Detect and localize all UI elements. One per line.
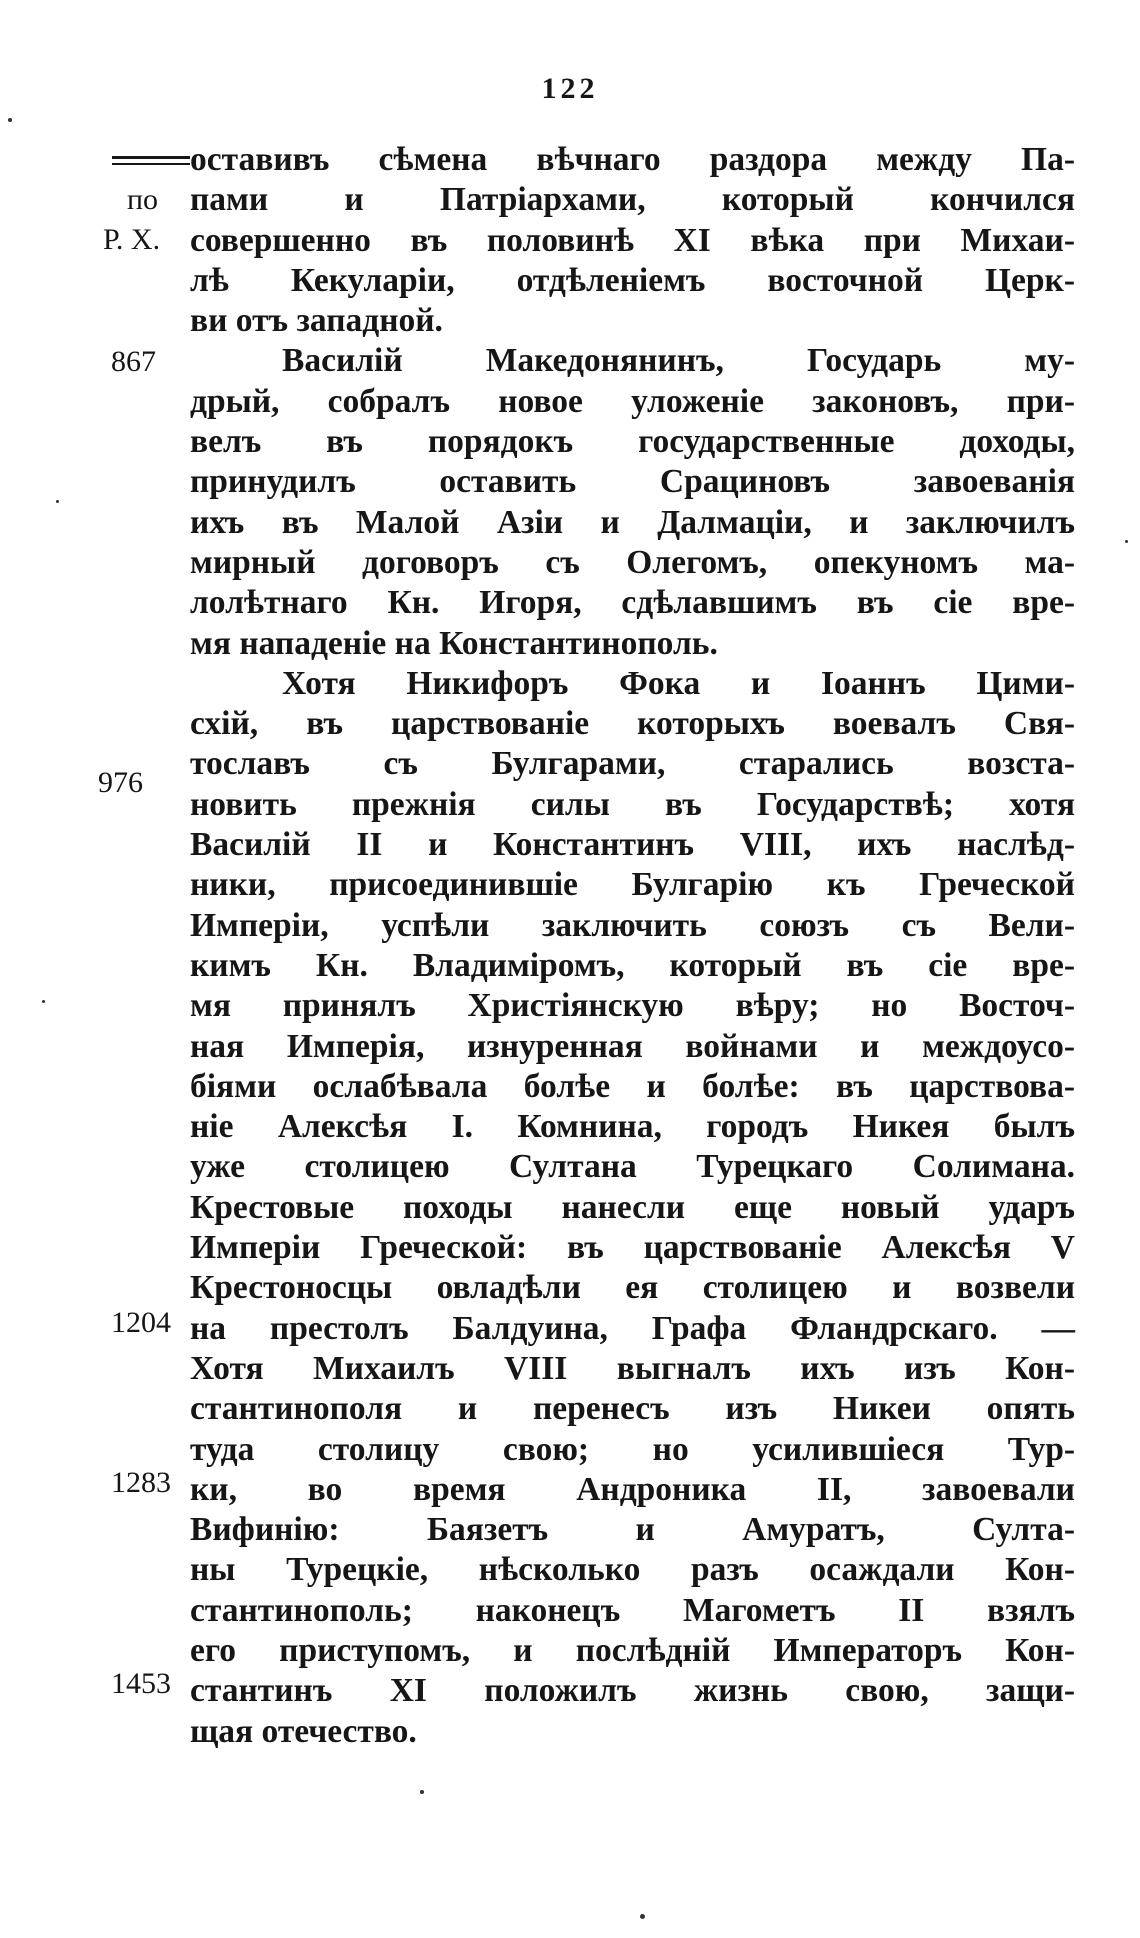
text-line: новить прежнія силы въ Государствѣ; хотя xyxy=(190,785,1075,823)
text-line: пами и Патріархами, который кончился xyxy=(190,181,1075,219)
text-line: щая отечество. xyxy=(190,1712,417,1750)
text-line: лѣ Кекуларіи, отдѣленіемъ восточной Церк- xyxy=(190,261,1075,299)
text-line: стантинъ XI положилъ жизнь свою, защи- xyxy=(190,1672,1075,1710)
text-line: схій, въ царствованіе которыхъ воевалъ Свя- xyxy=(190,705,1075,743)
text-line: ихъ въ Малой Азіи и Далмаціи, и заключилъ xyxy=(190,503,1075,541)
scan-speck xyxy=(420,1790,424,1794)
text-line: ки, во время Андроника II, завоевали xyxy=(190,1470,1075,1508)
text-line: мя принялъ Христіянскую вѣру; но Восточ- xyxy=(190,987,1075,1025)
text-line: біями ослабѣвала болѣе и болѣе: въ царствова- xyxy=(190,1067,1075,1105)
page-number: 122 xyxy=(541,72,599,105)
dash-rule xyxy=(112,156,190,165)
text-line: Крестоносцы овладѣли ея столицею и возвели xyxy=(190,1269,1075,1307)
text-line: на престолъ Балдуина, Графа Фландрскаго. — xyxy=(190,1309,1075,1347)
margin-note-1283: 1283 xyxy=(111,1466,171,1499)
text-line: стантинополя и перенесъ изъ Никеи опять xyxy=(190,1390,1075,1428)
text-line: уже столицею Султана Турецкаго Солимана. xyxy=(190,1148,1075,1186)
scan-speck xyxy=(42,1000,45,1003)
text-line: Крестовые походы нанесли еще новый ударъ xyxy=(190,1188,1075,1226)
text-line: ны Турецкіе, нѣсколько разъ осаждали Кон- xyxy=(190,1551,1075,1589)
text-line: Имперіи, успѣли заключить союзъ съ Вели- xyxy=(190,906,1075,944)
text-line: оставивъ сѣмена вѣчнаго раздора между Па- xyxy=(190,141,1075,178)
text-line: тославъ съ Булгарами, старались возста- xyxy=(190,745,1075,783)
scan-speck xyxy=(8,118,12,122)
text-line: ная Имперія, изнуренная войнами и междоусо- xyxy=(190,1027,1075,1065)
text-line: Хотя Михаилъ VIII выгналъ ихъ изъ Кон- xyxy=(190,1349,1075,1387)
text-line: Вифинію: Баязетъ и Амуратъ, Султа- xyxy=(190,1511,1075,1549)
text-line: ніе Алексѣя I. Комнина, городъ Никея былъ xyxy=(190,1108,1075,1146)
margin-note-rx: Р. Х. xyxy=(103,223,161,256)
text-line: Василій Македонянинъ, Государь му- xyxy=(282,342,1075,380)
text-line: Василій II и Константинъ VIII, ихъ наслѣд- xyxy=(190,826,1075,864)
margin-note-1453: 1453 xyxy=(111,1667,171,1700)
margin-note-1204: 1204 xyxy=(111,1306,171,1339)
margin-note-976: 976 xyxy=(98,766,143,799)
text-line: принудилъ оставить Срациновъ завоеванія xyxy=(190,463,1075,501)
text-line: мя нападеніе на Константинополь. xyxy=(190,624,718,662)
text-line: стантинополь; наконецъ Магометъ II взялъ xyxy=(190,1591,1075,1629)
text-line: ви отъ западной. xyxy=(190,302,443,340)
text-line: Хотя Никифоръ Фока и Іоаннъ Цими- xyxy=(282,664,1075,702)
text-line: мирный договоръ съ Олегомъ, опекуномъ ма- xyxy=(190,543,1075,581)
body-text xyxy=(190,140,1075,1752)
margin-note-867: 867 xyxy=(111,345,156,378)
text-line: ники, присоединившіе Булгарію къ Греческой xyxy=(190,866,1075,904)
text-line: Имперіи Греческой: въ царствованіе Алексѣя V xyxy=(190,1229,1075,1267)
text-line: совершенно въ половинѣ XI вѣка при Михаи- xyxy=(190,221,1075,259)
text-line: туда столицу свою; но усилившіеся Тур- xyxy=(190,1430,1075,1468)
text-line: дрый, собралъ новое уложеніе законовъ, при- xyxy=(190,382,1075,420)
scan-speck xyxy=(640,1914,645,1919)
text-line: кимъ Кн. Владиміромъ, который въ сіе вре- xyxy=(190,946,1075,984)
text-line: его приступомъ, и послѣдній Императоръ Кон- xyxy=(190,1631,1075,1669)
scan-speck xyxy=(56,500,59,503)
margin-note-po: по xyxy=(127,183,159,216)
text-line: лолѣтнаго Кн. Игоря, сдѣлавшимъ въ сіе вре- xyxy=(190,584,1075,622)
scan-speck xyxy=(1125,540,1128,543)
text-line: велъ въ порядокъ государственные доходы, xyxy=(190,423,1075,461)
